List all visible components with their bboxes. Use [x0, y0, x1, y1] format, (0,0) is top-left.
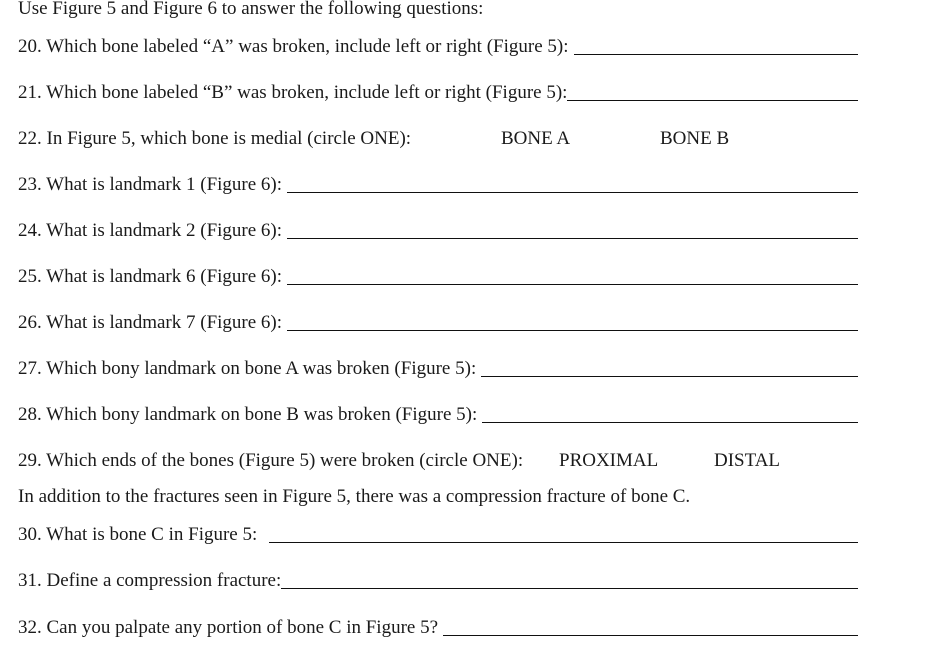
question-text: Which bony landmark on bone A was broken (Figure 5): — [46, 358, 477, 379]
answer-blank-30[interactable] — [269, 542, 858, 543]
answer-blank-21[interactable] — [567, 100, 858, 101]
question-25 — [18, 266, 858, 288]
question-text: What is bone C in Figure 5: — [46, 524, 258, 545]
question-text: Which ends of the bones (Figure 5) were broken (circle ONE): — [46, 450, 524, 471]
question-26 — [18, 312, 858, 334]
question-text: Which bony landmark on bone B was broken (Figure 5): — [46, 404, 478, 425]
question-text: What is landmark 1 (Figure 6): — [46, 174, 283, 195]
answer-blank-24[interactable] — [287, 238, 858, 239]
instructions-text: Use Figure 5 and Figure 6 to answer the following questions: — [18, 0, 484, 19]
question-27 — [18, 358, 858, 380]
question-28 — [18, 404, 858, 426]
option-distal[interactable]: DISTAL — [714, 450, 781, 471]
question-20 — [18, 36, 858, 58]
question-number: 27. — [18, 358, 42, 379]
question-22 — [18, 128, 411, 150]
question-number: 29. — [18, 450, 42, 471]
question-text: Which bone labeled “A” was broken, include left or right (Figure 5): — [46, 36, 569, 57]
answer-blank-27[interactable] — [481, 376, 858, 377]
answer-blank-26[interactable] — [287, 330, 858, 331]
answer-blank-31[interactable] — [281, 588, 858, 589]
question-number: 32. — [18, 617, 42, 638]
question-text: Can you palpate any portion of bone C in Figure 5? — [46, 617, 439, 638]
question-text: What is landmark 7 (Figure 6): — [46, 312, 283, 333]
question-number: 25. — [18, 266, 42, 287]
question-number: 20. — [18, 36, 42, 57]
option-bone-a[interactable]: BONE A — [501, 128, 571, 149]
answer-blank-28[interactable] — [482, 422, 858, 423]
question-text: What is landmark 2 (Figure 6): — [46, 220, 283, 241]
question-number: 30. — [18, 524, 42, 545]
compression-fracture-note: In addition to the fractures seen in Figure 5, there was a compression fracture of bone C. — [18, 486, 691, 507]
question-31 — [18, 570, 858, 592]
question-29 — [18, 450, 523, 472]
question-24 — [18, 220, 858, 242]
question-number: 31. — [18, 570, 42, 591]
question-30 — [18, 524, 858, 546]
question-number: 28. — [18, 404, 42, 425]
question-23 — [18, 174, 858, 196]
answer-blank-32[interactable] — [443, 635, 858, 636]
question-number: 24. — [18, 220, 42, 241]
answer-blank-23[interactable] — [287, 192, 858, 193]
answer-blank-25[interactable] — [287, 284, 858, 285]
question-21 — [18, 82, 858, 104]
question-32 — [18, 617, 858, 639]
question-text: What is landmark 6 (Figure 6): — [46, 266, 283, 287]
question-text: Which bone labeled “B” was broken, include left or right (Figure 5): — [46, 82, 568, 103]
option-proximal[interactable]: PROXIMAL — [559, 450, 659, 471]
answer-blank-20[interactable] — [574, 54, 859, 55]
question-number: 23. — [18, 174, 42, 195]
question-text: Define a compression fracture: — [46, 570, 282, 591]
question-text: In Figure 5, which bone is medial (circle ONE): — [46, 128, 412, 149]
question-number: 22. — [18, 128, 42, 149]
option-bone-b[interactable]: BONE B — [660, 128, 730, 149]
question-number: 21. — [18, 82, 42, 103]
question-number: 26. — [18, 312, 42, 333]
